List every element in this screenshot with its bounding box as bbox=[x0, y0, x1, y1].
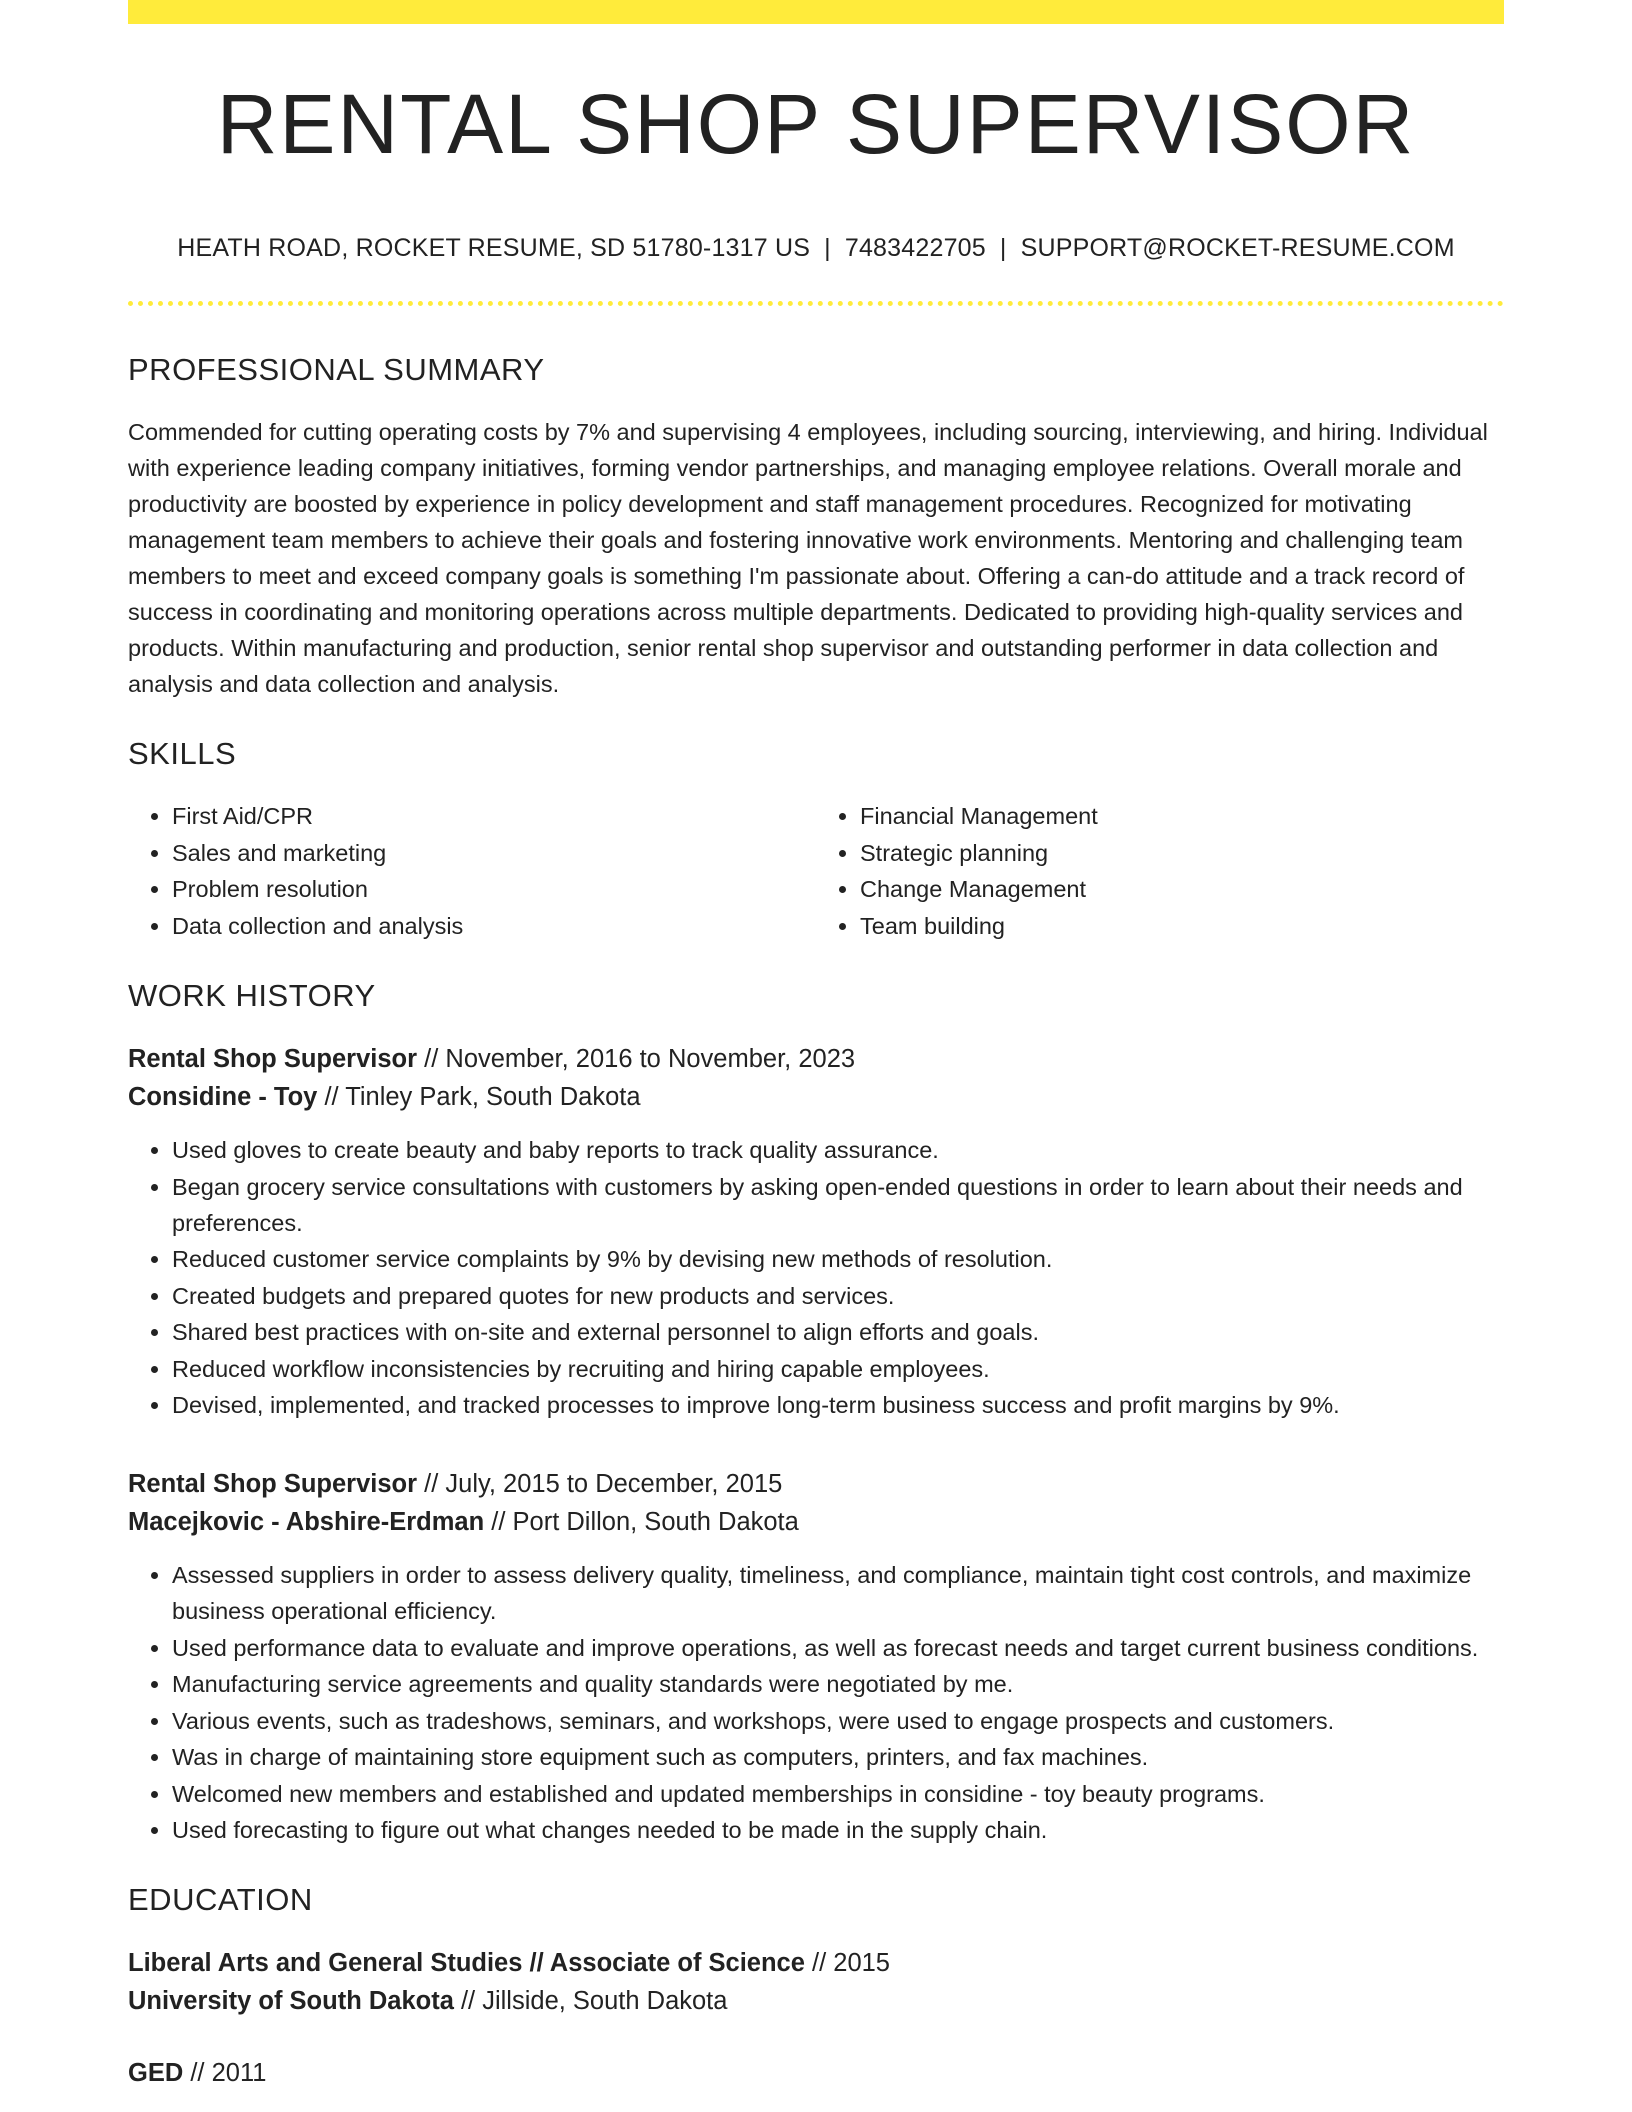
education-entry bbox=[128, 1944, 1504, 2020]
address: HEATH ROAD, ROCKET RESUME, SD 51780-1317 US bbox=[177, 234, 811, 262]
job-company-line bbox=[128, 1503, 1504, 1541]
education-location: // Jillside, South Dakota bbox=[453, 1987, 728, 2015]
skill-item: • Strategic planning bbox=[860, 835, 1504, 872]
job-bullet: • Reduced customer service complaints by 9% by devising new methods of resolution. bbox=[172, 1241, 1504, 1277]
job-bullets bbox=[128, 1132, 1504, 1423]
job-bullet: • Various events, such as tradeshows, seminars, and workshops, were used to engage prospects and customers. bbox=[172, 1703, 1504, 1739]
skill-item: • First Aid/CPR bbox=[172, 798, 816, 835]
job-title: Rental Shop Supervisor bbox=[128, 1470, 418, 1498]
skill-item: • Financial Management bbox=[860, 798, 1504, 835]
job-dates: // November, 2016 to November, 2023 bbox=[417, 1045, 856, 1073]
skills-column-right bbox=[816, 798, 1504, 944]
separator: | bbox=[824, 234, 831, 262]
job-bullet: • Used forecasting to figure out what changes needed to be made in the supply chain. bbox=[172, 1812, 1504, 1848]
education-year: // 2011 bbox=[183, 2059, 267, 2087]
education-degree-line bbox=[128, 2054, 1504, 2092]
skill-item: • Change Management bbox=[860, 871, 1504, 908]
job-company: Macejkovic - Abshire-Erdman bbox=[128, 1508, 485, 1536]
education-heading: EDUCATION bbox=[128, 1882, 313, 1917]
job-bullet: • Manufacturing service agreements and quality standards were negotiated by me. bbox=[172, 1666, 1504, 1702]
education-entry bbox=[128, 2054, 1504, 2092]
dotted-divider bbox=[128, 301, 1504, 306]
job-company: Considine - Toy bbox=[128, 1083, 318, 1111]
skill-item: • Data collection and analysis bbox=[172, 908, 816, 945]
job-bullet: • Used performance data to evaluate and improve operations, as well as forecast needs and target current business conditions. bbox=[172, 1630, 1504, 1666]
job-location: // Port Dillon, South Dakota bbox=[484, 1508, 799, 1536]
job-title-line bbox=[128, 1465, 1504, 1503]
email: SUPPORT@ROCKET-RESUME.COM bbox=[1020, 234, 1455, 262]
job-bullet: • Created budgets and prepared quotes for new products and services. bbox=[172, 1278, 1504, 1314]
contact-line bbox=[128, 234, 1504, 263]
job-entry bbox=[128, 1465, 1504, 1848]
job-location: // Tinley Park, South Dakota bbox=[317, 1083, 641, 1111]
job-title: Rental Shop Supervisor bbox=[128, 1045, 418, 1073]
skills-column-left bbox=[128, 798, 816, 944]
summary-text: Commended for cutting operating costs by 7% and supervising 4 employees, including sourcing, interviewing, and hiring. Individual with experience leading company initiatives, forming vendor partnerships, and managing employee relations. Overall morale and productivity are boosted by experience in policy development and staff management procedures. Recognized for motivating management team members to achieve their goals and fostering innovative work environments. Mentoring and challenging team members to meet and exceed company goals is something I'm passionate about. Offering a can-do attitude and a track record of success in coordinating and monitoring operations across multiple departments. Dedicated to providing high-quality services and products. Within manufacturing and production, senior rental shop supervisor and outstanding performer in data collection and analysis and data collection and analysis. bbox=[128, 419, 1488, 697]
education-school-line bbox=[128, 1982, 1504, 2020]
skills-list bbox=[128, 798, 1504, 944]
job-bullet: • Reduced workflow inconsistencies by recruiting and hiring capable employees. bbox=[172, 1351, 1504, 1387]
job-bullet: • Assessed suppliers in order to assess delivery quality, timeliness, and compliance, maintain tight cost controls, and maximize business operational efficiency. bbox=[172, 1557, 1504, 1629]
education-year: // 2015 bbox=[804, 1949, 890, 1977]
job-bullet: • Used gloves to create beauty and baby reports to track quality assurance. bbox=[172, 1132, 1504, 1168]
job-bullet: • Welcomed new members and established and updated memberships in considine - toy beauty programs. bbox=[172, 1776, 1504, 1812]
job-bullet: • Devised, implemented, and tracked processes to improve long-term business success and profit margins by 9%. bbox=[172, 1387, 1504, 1423]
skill-item: • Problem resolution bbox=[172, 871, 816, 908]
job-entry bbox=[128, 1040, 1504, 1423]
education-degree-line bbox=[128, 1944, 1504, 1982]
job-title-line bbox=[128, 1040, 1504, 1078]
job-bullet: • Shared best practices with on-site and external personnel to align efforts and goals. bbox=[172, 1314, 1504, 1350]
job-dates: // July, 2015 to December, 2015 bbox=[417, 1470, 783, 1498]
job-bullets bbox=[128, 1557, 1504, 1848]
job-bullet: • Began grocery service consultations with customers by asking open-ended questions in order to learn about their needs and preferences. bbox=[172, 1169, 1504, 1241]
phone: 7483422705 bbox=[844, 234, 986, 262]
education-degree: Liberal Arts and General Studies // Associate of Science bbox=[128, 1949, 805, 1977]
education-school: University of South Dakota bbox=[128, 1987, 454, 2015]
separator: | bbox=[999, 234, 1007, 262]
skill-item: • Sales and marketing bbox=[172, 835, 816, 872]
skills-heading: SKILLS bbox=[128, 736, 237, 771]
summary-heading: PROFESSIONAL SUMMARY bbox=[128, 352, 545, 387]
education-degree: GED bbox=[128, 2059, 184, 2087]
page-title: RENTAL SHOP SUPERVISOR bbox=[216, 77, 1416, 171]
skill-item: • Team building bbox=[860, 908, 1504, 945]
accent-bar bbox=[128, 0, 1504, 24]
job-company-line bbox=[128, 1078, 1504, 1116]
job-bullet: • Was in charge of maintaining store equipment such as computers, printers, and fax machines. bbox=[172, 1739, 1504, 1775]
resume-page bbox=[128, 0, 1504, 2092]
work-history-heading: WORK HISTORY bbox=[128, 978, 376, 1013]
